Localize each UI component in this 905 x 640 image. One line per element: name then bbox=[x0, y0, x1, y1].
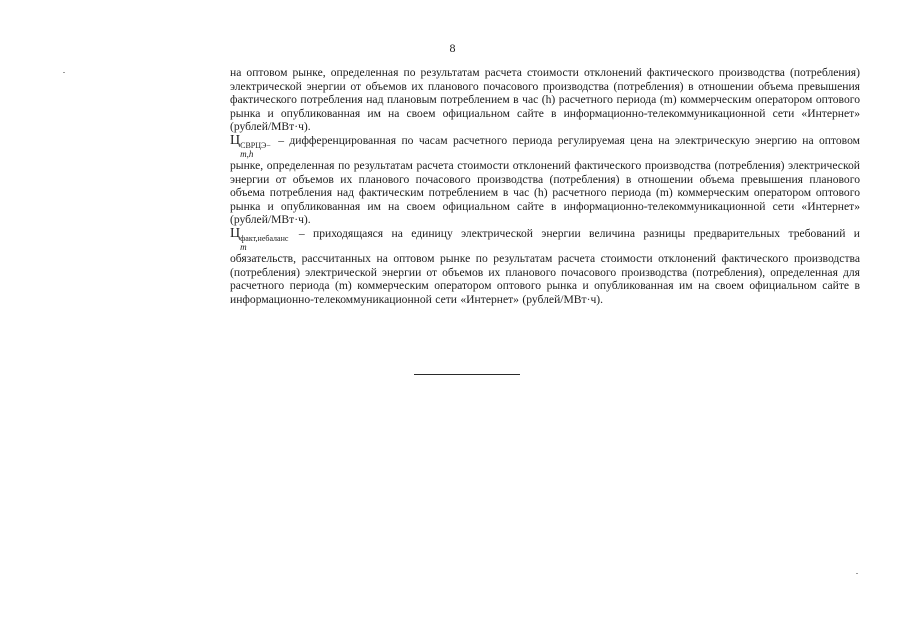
closing-rule bbox=[414, 374, 520, 375]
paragraph-text: на оптовом рынке, определенная по результатам расчета стоимости отклонений фактического производства (потребления) электрической энергии от объемов их планового почасового производства (потребления) в отношении объема превышения фактического потребления над плановым потреблением в час (h) расчетного периода (m) коммерческим оператором оптового рынка и опубликованная им на своем официальном сайте в информационно-телекоммуникационной сети «Интернет» (рублей/МВт·ч). bbox=[230, 66, 860, 134]
formula-superscript: СВРЦЭ− bbox=[240, 140, 271, 150]
formula-superscript: факт,небаланс bbox=[240, 233, 289, 243]
definition-paragraph-fakt-nebalans bbox=[230, 227, 860, 306]
scan-speck bbox=[63, 72, 65, 73]
body-text bbox=[230, 66, 860, 306]
page-number: 8 bbox=[449, 41, 456, 55]
definition-text: – дифференцированная по часам расчетного периода регулируемая цена на электрическую энергию на оптовом рынке, определенная по результатам расчета стоимости отклонений фактического производства (потребления) электрической энергии от объемов их планового почасового производства (потребления) в отношении объема превышения планового объема потребления над фактическим потреблением в час (h) расчетного периода (m) коммерческим оператором оптового рынка и опубликованная им на своем официальном сайте в информационно-телекоммуникационной сети «Интернет» (рублей/МВт·ч). bbox=[230, 133, 860, 227]
formula-subscript: m bbox=[240, 241, 247, 252]
scan-speck bbox=[856, 573, 858, 574]
formula-symbol: Ц bbox=[230, 225, 241, 241]
definition-text: – приходящаяся на единицу электрической энергии величина разницы предварительных требований и обязательств, рассчитанных на оптовом рынке по результатам расчета стоимости отклонений фактического производства (потребления) электрической энергии от объемов их планового почасового производства (потребления), определенная для расчетного периода (m) коммерческим оператором оптового рынка и опубликованная им на своем официальном сайте в информационно-телекоммуникационной сети «Интернет» (рублей/МВт·ч). bbox=[230, 226, 860, 306]
definition-paragraph-svrce bbox=[230, 134, 860, 227]
formula-indices bbox=[240, 235, 288, 252]
formula-indices bbox=[240, 142, 271, 159]
formula-subscript: m,h bbox=[240, 148, 254, 159]
paragraph-continuation bbox=[230, 66, 860, 134]
formula-symbol: Ц bbox=[230, 132, 241, 148]
